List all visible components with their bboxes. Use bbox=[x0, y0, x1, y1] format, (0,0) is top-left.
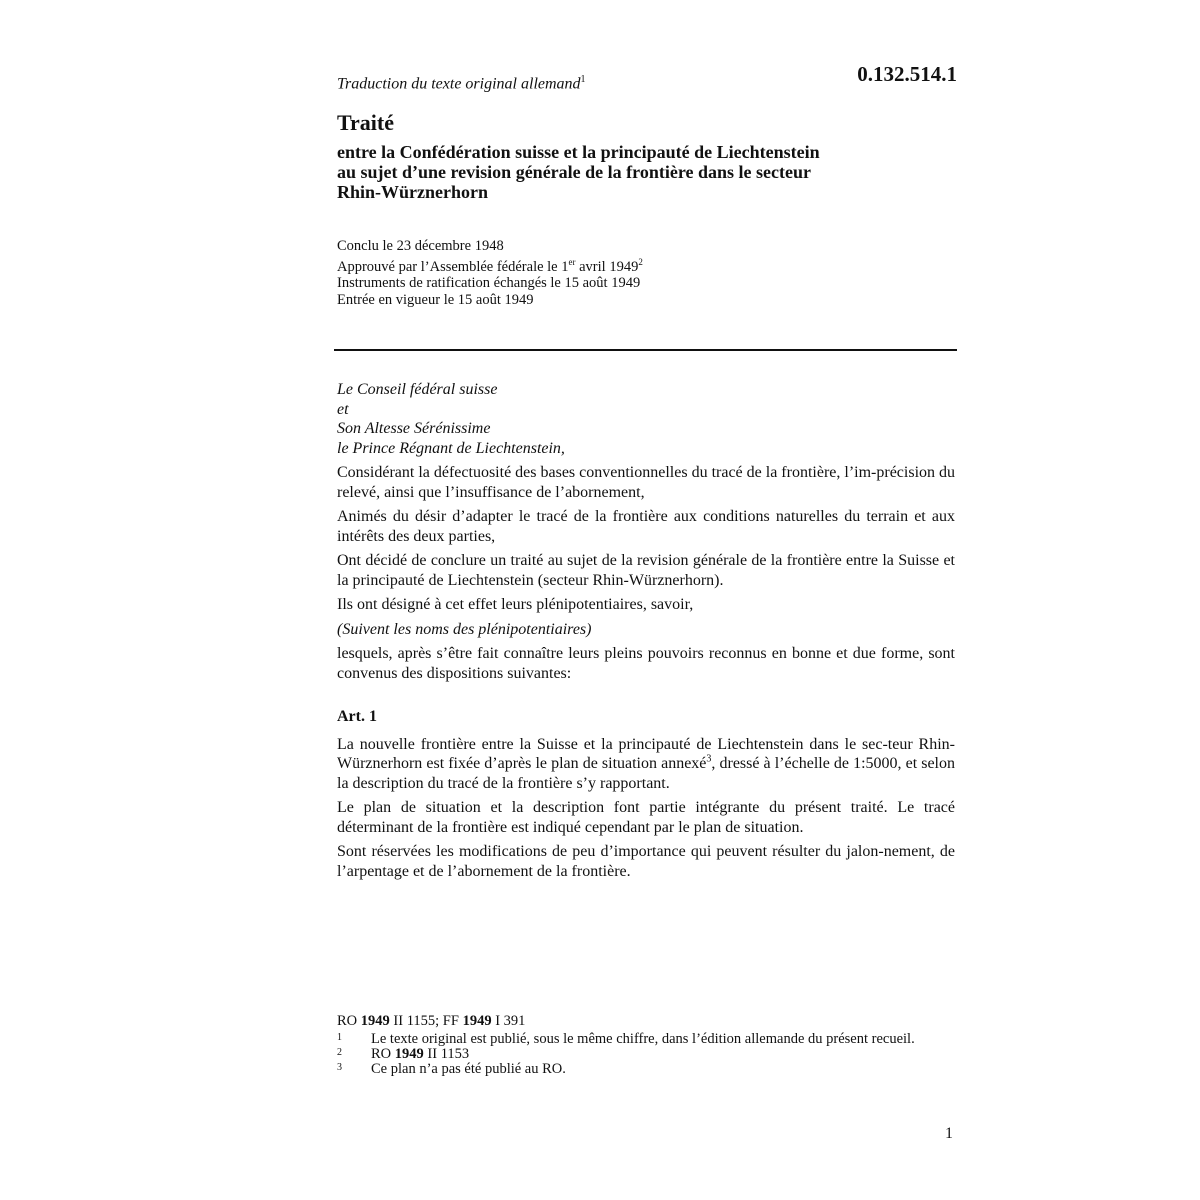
footnote-2-year: 1949 bbox=[394, 1046, 424, 1062]
contracting-parties bbox=[337, 380, 955, 458]
date-entry-into-force: Entrée en vigueur le 15 août 1949 bbox=[337, 291, 534, 308]
header-divider bbox=[334, 349, 957, 351]
date-approved-prefix: Approuvé par l’Assemblée fédérale le 1 bbox=[337, 259, 569, 276]
footnotes bbox=[337, 1014, 937, 1077]
article-1-heading: Art. 1 bbox=[337, 708, 377, 725]
footnote-1-text: Le texte original est publié, sous le même chiffre, dans l’édition allemande du présent recueil. bbox=[371, 1031, 915, 1047]
footnote-2-prefix: RO bbox=[371, 1046, 395, 1062]
footnote-ref-2[interactable]: 2 bbox=[638, 257, 643, 268]
article-1-para-3: Sont réservées les modifications de peu d’importance qui peuvent résulter du jalon-nement, de l’arpentage et de l’abornement de la frontière. bbox=[337, 843, 955, 880]
footnote-3-text: Ce plan n’a pas été publié au RO. bbox=[371, 1061, 566, 1077]
document-title: Traité bbox=[337, 110, 395, 135]
footnote-2-number: 2 bbox=[337, 1047, 342, 1058]
date-ratification: Instruments de ratification échangés le 15 août 1949 bbox=[337, 275, 641, 292]
translation-note-text: Traduction du texte original allemand bbox=[337, 75, 581, 93]
footnote-ref-1[interactable]: 1 bbox=[580, 74, 586, 85]
footnote-2 bbox=[337, 1047, 937, 1062]
preamble-decided: Ont décidé de conclure un traité au sujet de la revision générale de la frontière entre la Suisse et la principauté de Liechtenstein (secteur Rhin-Würznerhorn). bbox=[337, 552, 955, 589]
footnote-ref-3[interactable]: 3 bbox=[706, 753, 712, 765]
article-1-para-1-text-a: La nouvelle frontière entre la Suisse et la principauté de Liechtenstein dans le sec-teur Rhin-Würznerhorn est fixée d’après le plan de situation annexé bbox=[337, 735, 955, 772]
footnote-2-text bbox=[371, 1047, 937, 1062]
subtitle-line-2: au sujet d’une revision générale de la frontière dans le secteur bbox=[337, 162, 811, 182]
source-ff-ref: I 391 bbox=[491, 1013, 526, 1029]
subtitle-line-1: entre la Confédération suisse et la principauté de Liechtenstein bbox=[337, 142, 820, 162]
preamble-desire: Animés du désir d’adapter le tracé de la frontière aux conditions naturelles du terrain et aux intérêts des deux parties, bbox=[337, 508, 955, 545]
document-subtitle bbox=[337, 142, 937, 202]
source-ff-year: 1949 bbox=[462, 1013, 492, 1029]
article-1-para-1 bbox=[337, 735, 955, 794]
preamble-considering: Considérant la défectuosité des bases conventionnelles du tracé de la frontière, l’im-précision du relevé, ainsi que l’insuffisance de l’abornement, bbox=[337, 464, 956, 501]
footnote-1 bbox=[337, 1032, 937, 1047]
source-ro-year: 1949 bbox=[360, 1013, 390, 1029]
subtitle-line-3: Rhin-Würznerhorn bbox=[337, 182, 489, 202]
date-approved bbox=[337, 254, 643, 275]
party-line-1: Le Conseil fédéral suisse bbox=[337, 381, 498, 398]
footnote-source bbox=[337, 1014, 937, 1029]
date-approved-sup: er bbox=[568, 257, 576, 268]
party-line-4: le Prince Régnant de Liechtenstein, bbox=[337, 439, 565, 457]
treaty-dates bbox=[337, 238, 643, 308]
party-line-2: et bbox=[337, 400, 349, 418]
preamble-names-note: (Suivent les noms des plénipotentiaires) bbox=[337, 620, 592, 638]
article-1-para-1-text-b: , dressé à l’échelle de 1:5000, et selon la description du tracé de la frontière s’y rapportant. bbox=[337, 755, 956, 792]
translation-note bbox=[337, 74, 586, 93]
source-ro-ref: II 1155; FF bbox=[389, 1013, 463, 1029]
party-line-3: Son Altesse Sérénissime bbox=[337, 420, 491, 437]
document-page bbox=[337, 0, 957, 1200]
footnote-3-number: 3 bbox=[337, 1062, 342, 1073]
footnote-1-number: 1 bbox=[337, 1032, 342, 1043]
page-number: 1 bbox=[945, 1125, 953, 1142]
sr-number: 0.132.514.1 bbox=[857, 62, 957, 86]
treaty-body bbox=[337, 380, 955, 886]
footnote-2-suffix: II 1153 bbox=[423, 1046, 470, 1062]
date-concluded: Conclu le 23 décembre 1948 bbox=[337, 238, 504, 254]
preamble-plenipotentiaries: Ils ont désigné à cet effet leurs plénipotentiaires, savoir, bbox=[337, 596, 694, 613]
footnote-3 bbox=[337, 1062, 937, 1077]
date-approved-suffix: avril 1949 bbox=[575, 259, 639, 276]
source-ro-label: RO bbox=[337, 1013, 361, 1029]
preamble-agreed: lesquels, après s’être fait connaître leurs pleins pouvoirs reconnus en bonne et due forme, sont convenus des dispositions suivantes: bbox=[337, 645, 955, 682]
article-1-para-2: Le plan de situation et la description font partie intégrante du présent traité. Le tracé déterminant de la frontière est indiqué cependant par le plan de situation. bbox=[337, 799, 955, 836]
